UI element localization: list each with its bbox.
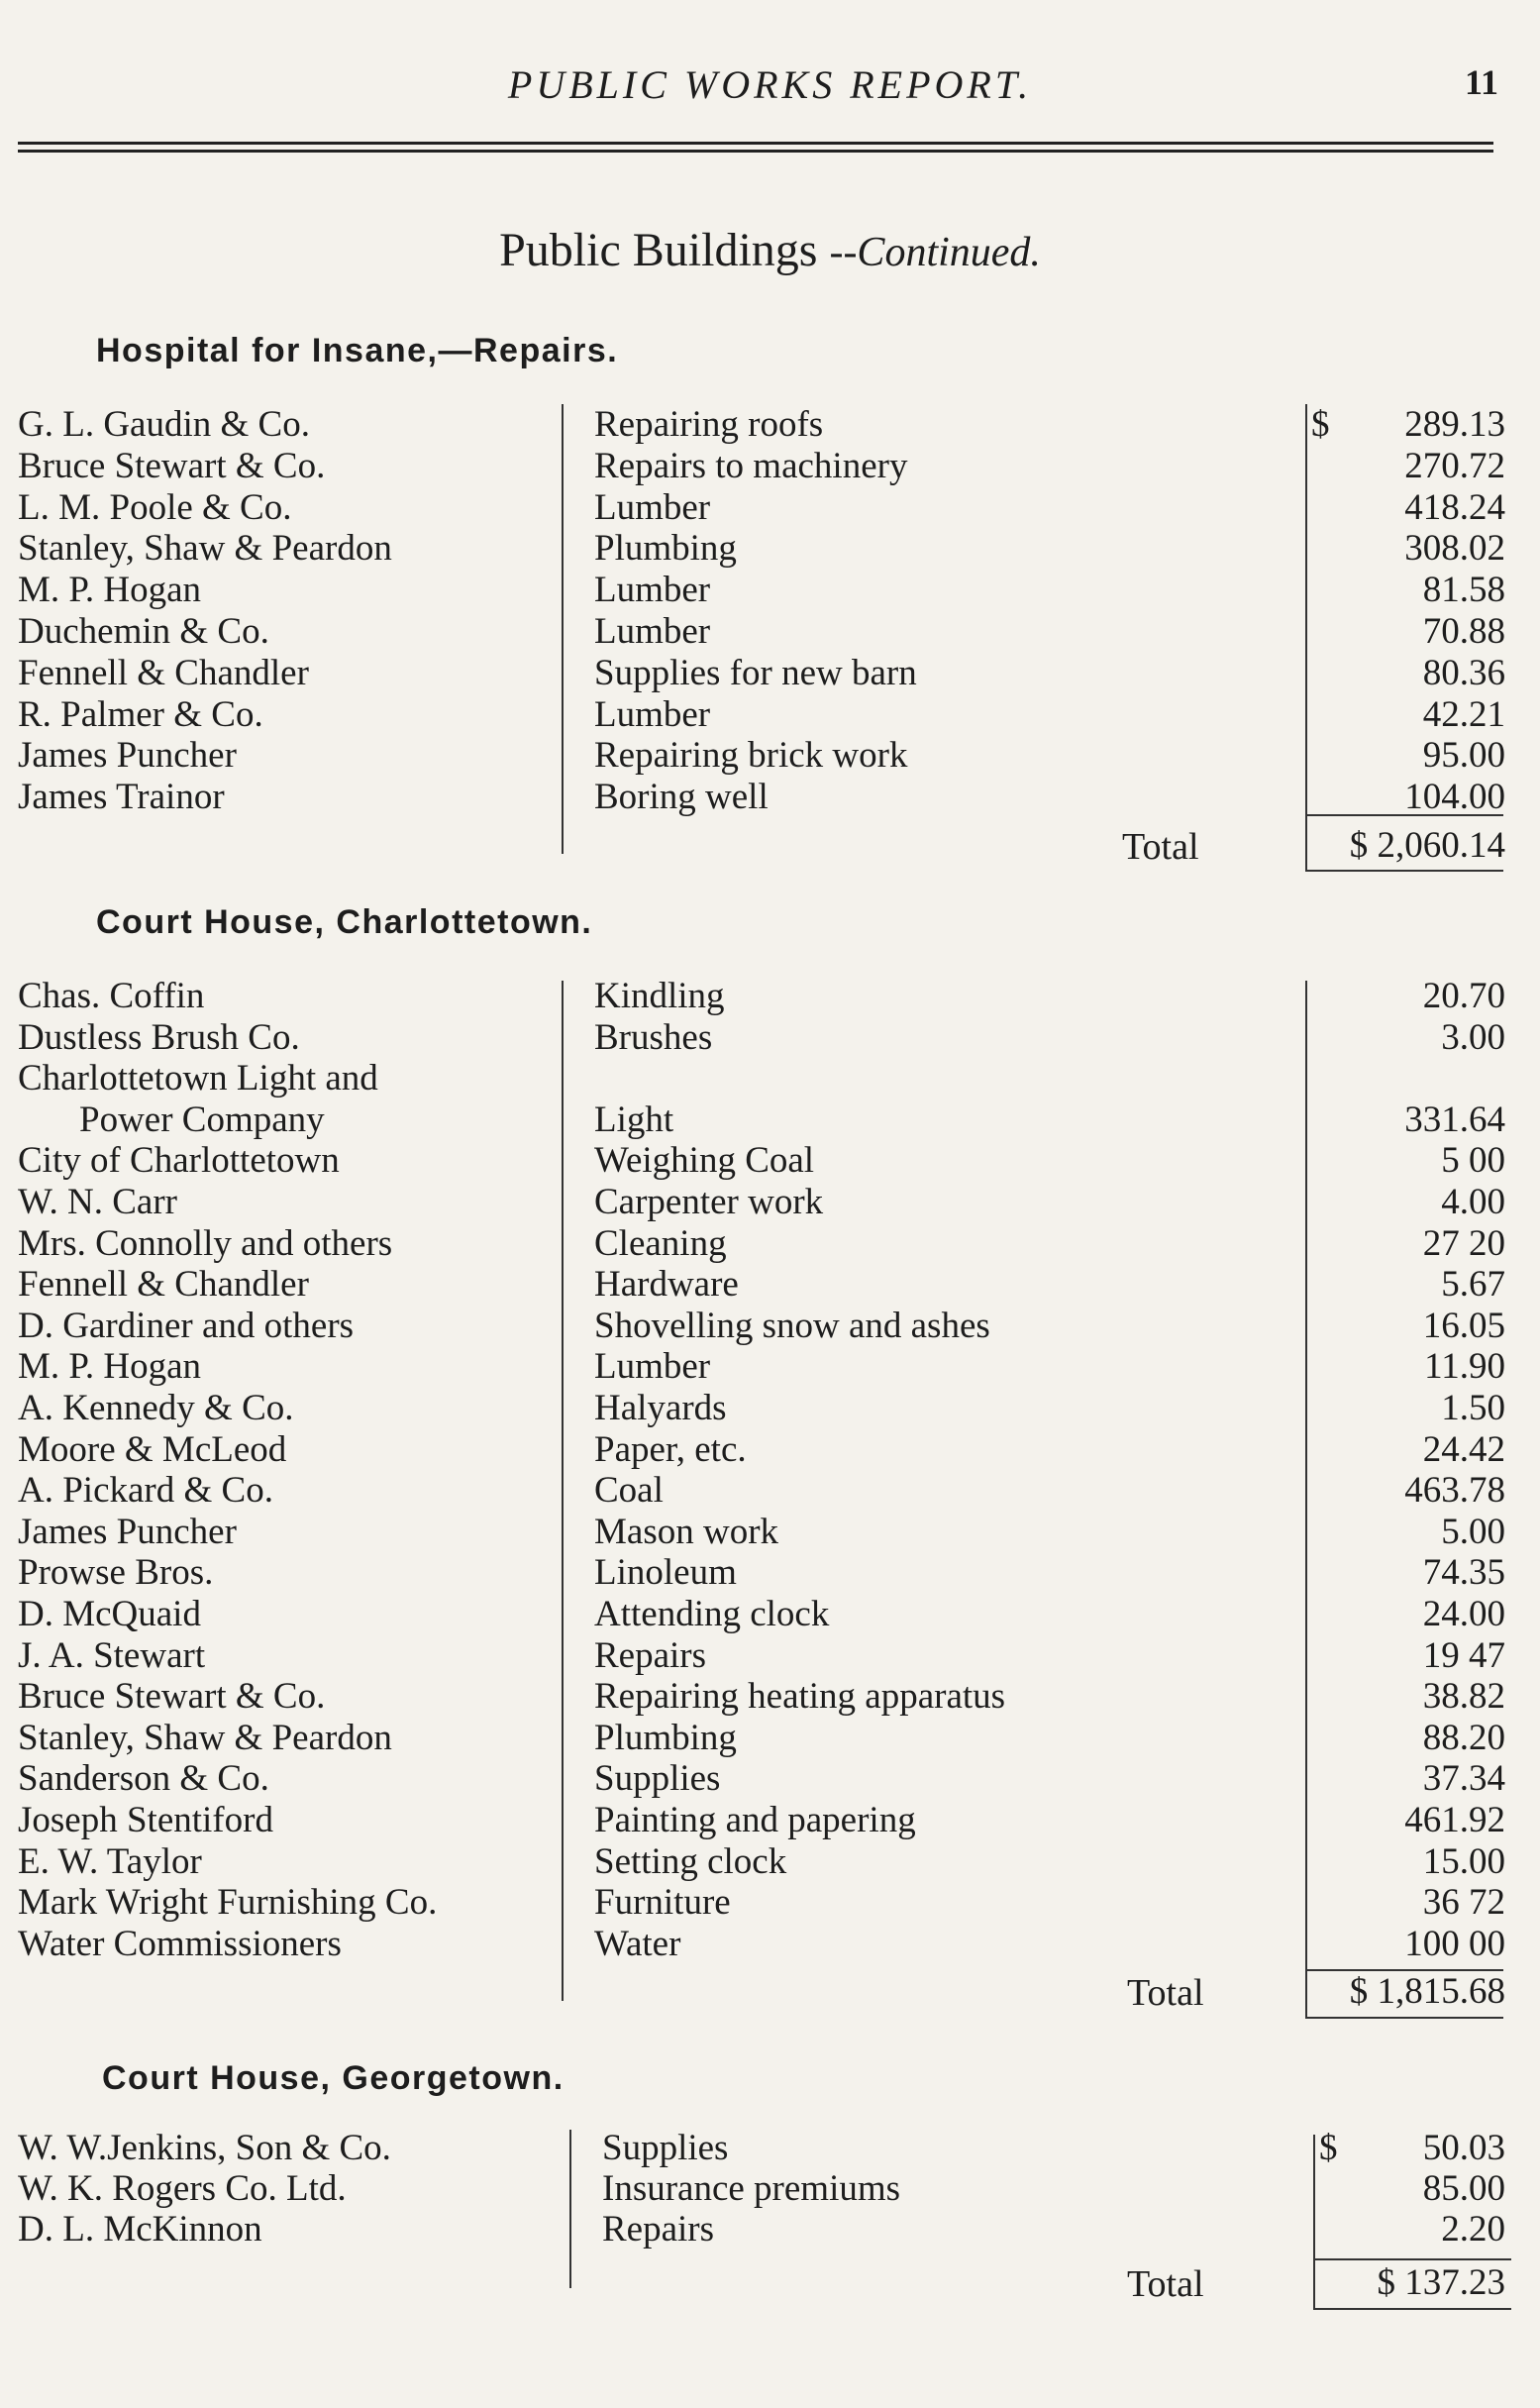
row-payee: M. P. Hogan [18,1346,202,1388]
section-continued: --Continued. [829,230,1041,275]
row-amount: 38.82 [1422,1676,1505,1718]
header-rule-bottom [18,150,1493,153]
running-title: PUBLIC WORKS REPORT. [507,62,1033,107]
header-rule-top [18,142,1493,145]
row-payee: E. W. Taylor [18,1840,202,1882]
row-payee: James Puncher [18,735,237,777]
row-item: Supplies [602,2128,729,2168]
row-item: Water [594,1923,681,1964]
row-item: Lumber [594,486,711,528]
subtotal-rule [1313,2258,1511,2260]
currency-sign: $ [1319,2128,1338,2168]
row-item: Kindling [594,976,725,1016]
row-amount: 37.34 [1422,1758,1505,1800]
row-payee: Joseph Stentiford [18,1800,273,1840]
row-item: Repairs [602,2209,715,2251]
row-payee: D. Gardiner and others [18,1305,355,1346]
row-amount: 24.42 [1422,1428,1505,1470]
row-amount: 74.35 [1422,1552,1505,1594]
row-payee: Duchemin & Co. [18,611,269,652]
row-item: Lumber [594,693,711,735]
row-item: Painting and papering [594,1800,916,1840]
column-rule [562,404,564,854]
row-amount: 95.00 [1422,735,1505,777]
row-item: Setting clock [594,1840,787,1882]
row-item: Paper, etc. [594,1428,747,1470]
row-payee: Dustless Brush Co. [18,1016,300,1058]
row-amount: 463.78 [1404,1470,1505,1512]
row-item: Coal [594,1470,664,1512]
row-amount: 42.21 [1422,693,1505,735]
row-item: Repairing heating apparatus [594,1676,1006,1718]
row-item: Carpenter work [594,1182,824,1222]
row-item: Supplies [594,1758,721,1800]
row-payee: R. Palmer & Co. [18,693,263,735]
total-underline [1305,2017,1503,2019]
row-payee: Mrs. Connolly and others [18,1222,393,1264]
row-payee: D. McQuaid [18,1594,201,1634]
row-item: Lumber [594,570,711,611]
row-amount: 19 47 [1422,1634,1505,1676]
row-amount: 16.05 [1422,1305,1505,1346]
row-payee: Sanderson & Co. [18,1758,269,1800]
row-payee: W. N. Carr [18,1182,177,1222]
row-amount: 81.58 [1422,570,1505,611]
row-item: Plumbing [594,528,737,570]
column-rule [569,2130,571,2288]
row-amount: 5.00 [1441,1511,1505,1552]
row-payee: Water Commissioners [18,1923,342,1964]
row-payee: G. L. Gaudin & Co. [18,404,310,445]
row-amount: 2.20 [1441,2209,1505,2251]
row-item: Attending clock [594,1594,830,1634]
row-item: Boring well [594,777,769,818]
row-payee: Power Company [79,1099,325,1140]
row-amount: 104.00 [1404,777,1505,818]
page-number: 11 [1464,62,1498,102]
currency-sign: $ [1311,404,1330,445]
row-item: Hardware [594,1264,739,1306]
row-payee: J. A. Stewart [18,1634,206,1676]
row-payee: Stanley, Shaw & Peardon [18,528,392,570]
row-payee: Chas. Coffin [18,976,205,1016]
row-payee: W. W.Jenkins, Son & Co. [18,2128,391,2168]
row-item: Light [594,1099,674,1140]
row-amount: 85.00 [1422,2168,1505,2210]
total-label: Total [1127,2263,1204,2305]
row-item: Insurance premiums [602,2168,901,2210]
row-amount: 308.02 [1404,528,1505,570]
row-amount: 289.13 [1404,404,1505,445]
row-amount: 36 72 [1422,1882,1505,1924]
row-amount: 20.70 [1422,976,1505,1016]
row-amount: 50.03 [1422,2128,1505,2168]
total-amount: $ 1,815.68 [1349,1971,1505,2012]
amount-rule [1305,404,1307,870]
row-amount: 461.92 [1404,1800,1505,1840]
row-item: Cleaning [594,1222,727,1264]
total-underline [1305,870,1503,872]
row-amount: 88.20 [1422,1717,1505,1758]
row-amount: 15.00 [1422,1840,1505,1882]
group-heading: Court House, Georgetown. [102,2059,565,2097]
row-payee: Mark Wright Furnishing Co. [18,1882,438,1924]
row-payee: Charlottetown Light and [18,1058,378,1099]
total-label: Total [1122,826,1199,868]
row-payee: A. Pickard & Co. [18,1470,273,1512]
row-amount: 270.72 [1404,445,1505,486]
row-item: Plumbing [594,1717,737,1758]
row-item: Repairing roofs [594,404,824,445]
group-heading: Court House, Charlottetown. [96,903,593,941]
amount-rule [1305,981,1307,2017]
row-amount: 3.00 [1441,1016,1505,1058]
total-label: Total [1127,1972,1204,2014]
row-amount: 5 00 [1441,1140,1505,1182]
row-amount: 418.24 [1404,486,1505,528]
section-title-text: Public Buildings [499,224,818,276]
total-underline [1313,2308,1511,2310]
row-item: Weighing Coal [594,1140,815,1182]
total-amount: $ 2,060.14 [1349,825,1505,866]
row-item: Repairs [594,1634,707,1676]
row-payee: A. Kennedy & Co. [18,1388,294,1428]
section-title [0,223,1540,277]
row-amount: 331.64 [1404,1099,1505,1140]
row-payee: W. K. Rogers Co. Ltd. [18,2168,347,2210]
row-payee: James Puncher [18,1511,237,1552]
row-amount: 27 20 [1422,1222,1505,1264]
row-item: Lumber [594,611,711,652]
column-rule [562,981,564,2001]
row-item: Lumber [594,1346,711,1388]
row-item: Furniture [594,1882,731,1924]
row-item: Halyards [594,1388,727,1428]
row-payee: Moore & McLeod [18,1428,287,1470]
row-amount: 1.50 [1441,1388,1505,1428]
row-item: Brushes [594,1016,713,1058]
row-amount: 11.90 [1424,1346,1505,1388]
row-payee: City of Charlottetown [18,1140,340,1182]
row-payee: Fennell & Chandler [18,652,309,693]
group-heading: Hospital for Insane,—Repairs. [96,332,619,369]
subtotal-rule [1305,814,1503,816]
row-payee: James Trainor [18,777,225,818]
row-payee: D. L. McKinnon [18,2209,262,2251]
row-amount: 4.00 [1441,1182,1505,1222]
row-item: Repairing brick work [594,735,908,777]
row-payee: Bruce Stewart & Co. [18,445,326,486]
row-amount: 100 00 [1404,1923,1505,1964]
row-amount: 70.88 [1422,611,1505,652]
row-item: Linoleum [594,1552,737,1594]
row-payee: Prowse Bros. [18,1552,214,1594]
row-item: Mason work [594,1511,779,1552]
row-item: Shovelling snow and ashes [594,1305,990,1346]
row-amount: 80.36 [1422,652,1505,693]
total-amount: $ 137.23 [1377,2262,1505,2303]
row-payee: Fennell & Chandler [18,1264,309,1306]
row-item: Supplies for new barn [594,652,917,693]
row-payee: Stanley, Shaw & Peardon [18,1717,392,1758]
row-payee: M. P. Hogan [18,570,202,611]
row-item: Repairs to machinery [594,445,908,486]
row-amount: 24.00 [1422,1594,1505,1634]
row-amount: 5.67 [1441,1264,1505,1306]
row-payee: L. M. Poole & Co. [18,486,292,528]
row-payee: Bruce Stewart & Co. [18,1676,326,1718]
